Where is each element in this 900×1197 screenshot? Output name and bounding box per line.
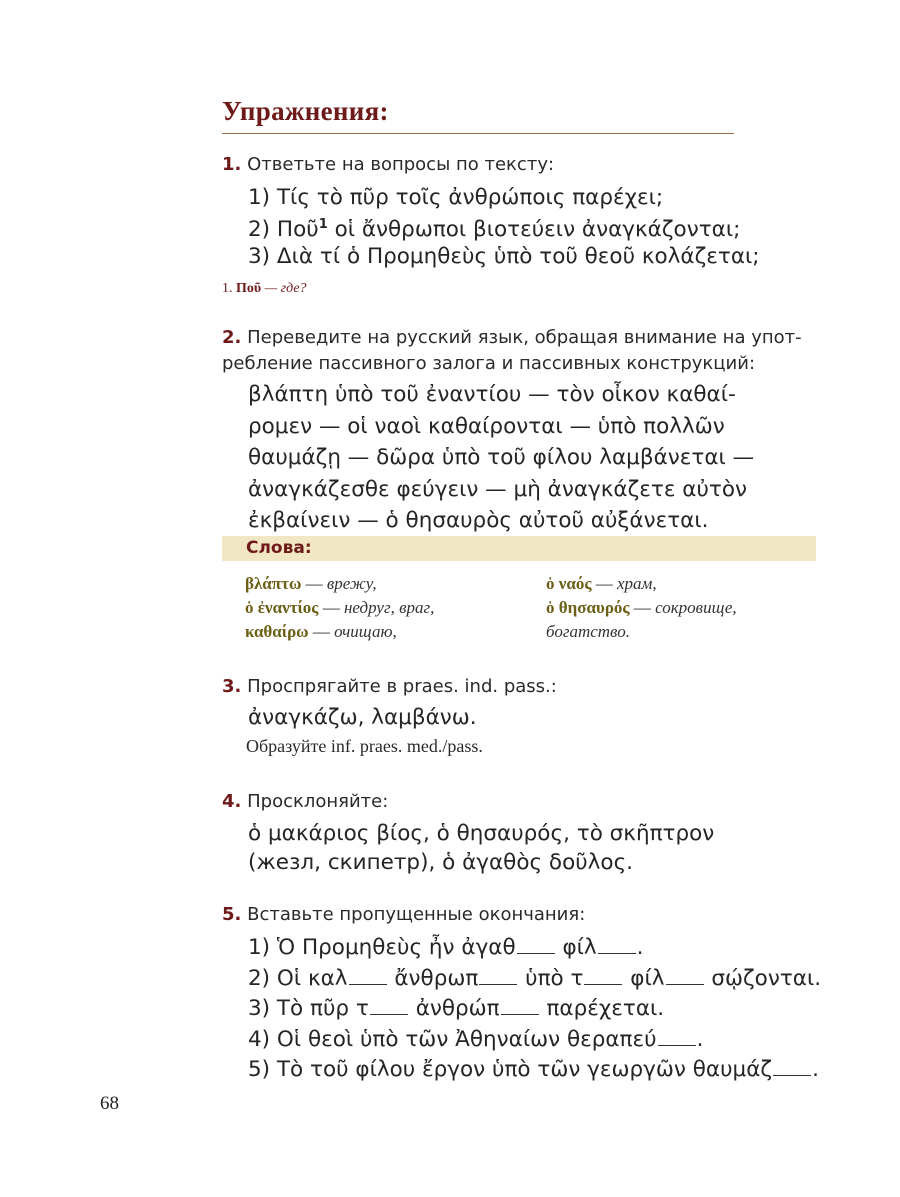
item-label: 3) (248, 244, 271, 270)
text-line: θαυμάζῃ — δῶρα ὑπὸ τοῦ φίλου λαμβάνεται — (248, 445, 755, 470)
exercise-3-instruction (222, 674, 822, 700)
exercise-1-instruction (222, 152, 822, 178)
vocab-entry (245, 596, 434, 620)
vocab-entry (546, 596, 737, 620)
item-text: παρέχεται. (539, 996, 665, 1021)
exercise-number: 3. (222, 676, 242, 697)
greek-words: ἀναγκάζω, λαμβάνω. (248, 705, 477, 730)
exercise-5-instruction (222, 902, 822, 928)
item-text: Τὸ πῦρ τ (276, 996, 369, 1021)
vocab-meaning: сокровище, (655, 598, 737, 617)
item-text: ὑπὸ τ (518, 965, 584, 991)
heading-underline (222, 133, 734, 134)
item-text: Τίς τὸ πῦρ τοῖς ἀνθρώποις παρέχει; (276, 185, 664, 210)
item-text: Διὰ τί ὁ Προμηθεὺς ὑπὸ τοῦ θεοῦ κολάζεται; (276, 244, 760, 270)
exercise-number: 5. (222, 904, 242, 925)
instruction-text: Проспрягайте в praes. ind. pass.: (247, 676, 557, 697)
instruction-text: Ответьте на вопросы по тексту: (247, 154, 555, 175)
item-text: ἄνθρωπ (387, 965, 479, 991)
question-item (248, 243, 760, 270)
exercise-5-items (248, 933, 821, 1086)
item-text: φίλ (555, 935, 597, 960)
blank-line (349, 984, 387, 985)
blank-line (658, 1045, 696, 1046)
vocab-dash: — (322, 598, 340, 617)
item-label: 2) (248, 217, 271, 243)
text-line: ἀναγκάζεσθε φεύγειν — μὴ ἀναγκάζετε αὐτὸν (248, 476, 748, 502)
item-label: 3) (248, 996, 271, 1021)
fill-in-item (248, 1055, 821, 1086)
vocab-entry (245, 620, 434, 644)
item-label: 2) (248, 965, 271, 991)
text-line: ρομεν — οἱ ναοὶ καθαίρονται — ὑπὸ πολλῶν (248, 413, 725, 439)
fill-in-item (248, 964, 821, 995)
instruction-text: Вставьте пропущенные окончания: (247, 904, 586, 925)
footnote-gloss: где? (280, 281, 307, 296)
blank-line (517, 953, 555, 954)
vocab-entry (245, 572, 434, 596)
item-text: σῴζονται. (704, 965, 822, 991)
blank-line (598, 953, 636, 954)
vocab-meaning: храм, (617, 574, 657, 593)
vocab-word: ὁ θησαυρός (546, 598, 630, 617)
item-label: 1) (248, 185, 271, 210)
footnote-dash: — (264, 281, 278, 296)
text-line: βλάπτη ὑπὸ τοῦ ἐναντίου — τὸν οἶκον καθαί- (248, 382, 736, 407)
blank-line (479, 984, 517, 985)
vocab-header-bar (222, 536, 816, 561)
vocab-dash: — (633, 598, 651, 617)
vocab-meaning: недруг, враг, (343, 598, 435, 617)
item-label: 1) (248, 935, 271, 960)
text-line: ἐκβαίνειν — ὁ θησαυρὸς αὐτοῦ αὐξάνεται. (248, 508, 709, 533)
vocab-word: ὁ ἐναντίος (245, 598, 319, 617)
blank-line (773, 1075, 811, 1076)
item-text: Ποῦ (276, 217, 319, 243)
vocab-column-right (546, 572, 737, 644)
vocab-meaning: врежу, (326, 574, 377, 593)
text-line: (жезл, скипетр), ὁ ἀγαθὸς δοῦλος. (248, 850, 634, 875)
blank-line (666, 984, 704, 985)
exercise-4-text (248, 819, 714, 877)
exercise-number: 1. (222, 154, 242, 175)
vocab-word: ὁ ναός (546, 574, 592, 593)
instruction-text: ребление пассивного залога и пассивных конструкций: (222, 353, 756, 374)
item-text: . (636, 935, 644, 960)
exercise-number: 4. (222, 791, 242, 812)
blank-line (584, 984, 622, 985)
item-text: οἱ ἄνθρωποι βιοτεύειν ἀναγκάζονται; (327, 217, 741, 243)
vocab-word: βλάπτω (245, 574, 302, 593)
section-heading: Упражнения: (222, 96, 389, 126)
exercise-3-words (248, 704, 477, 732)
item-text: Ὁ Προμηθεὺς ἦν ἀγαθ (276, 935, 516, 960)
instruction-text: Просклоняйте: (247, 791, 389, 812)
item-label: 5) (248, 1057, 271, 1082)
item-text: Οἱ καλ (276, 965, 348, 991)
vocab-dash: — (312, 622, 330, 641)
fill-in-item (248, 933, 821, 964)
exercise-number: 2. (222, 327, 242, 348)
footnote-number: 1. (222, 281, 233, 296)
blank-line (370, 1014, 408, 1015)
text-line: ὁ μακάριος βίος, ὁ θησαυρός, τὸ σκῆπτρον (248, 821, 715, 846)
footnote-word: Ποῦ (236, 281, 262, 296)
footnote-marker: 1 (318, 217, 328, 232)
vocab-word: καθαίρω (245, 622, 309, 641)
instruction-text: Переведите на русский язык, обращая внимание на упот- (247, 327, 802, 348)
exercise-2-instruction (222, 325, 822, 377)
vocab-dash: — (305, 574, 323, 593)
vocab-meaning: очищаю, (334, 622, 397, 641)
item-text: Οἱ θεοὶ ὑπὸ τῶν Ἀθηναίων θεραπεύ (276, 1026, 657, 1052)
exercise-4-instruction (222, 789, 822, 815)
blank-line (501, 1014, 539, 1015)
vocab-entry (546, 572, 737, 596)
item-text: ἀνθρώπ (408, 996, 500, 1021)
question-item (248, 211, 760, 243)
exercise-3-sub-instruction: Образуйте inf. praes. med./pass. (246, 736, 483, 756)
item-text: φίλ (623, 965, 665, 991)
page-number: 68 (100, 1093, 119, 1114)
vocab-dash: — (595, 574, 613, 593)
fill-in-item (248, 1025, 821, 1056)
exercise-2-text (248, 379, 754, 537)
vocab-entry-continued (546, 620, 737, 644)
item-text: Τὸ τοῦ φίλου ἔργον ὑπὸ τῶν γεωργῶν θαυμάζ (276, 1057, 773, 1082)
vocab-title: Слова: (246, 538, 312, 558)
vocab-column-left (245, 572, 434, 644)
item-label: 4) (248, 1026, 271, 1052)
fill-in-item (248, 994, 821, 1025)
item-text: . (696, 1026, 704, 1052)
vocab-meaning: богатство. (546, 622, 630, 641)
item-text: . (812, 1057, 819, 1082)
question-item (248, 184, 760, 211)
footnote (222, 281, 307, 297)
exercise-1-questions (248, 184, 760, 270)
